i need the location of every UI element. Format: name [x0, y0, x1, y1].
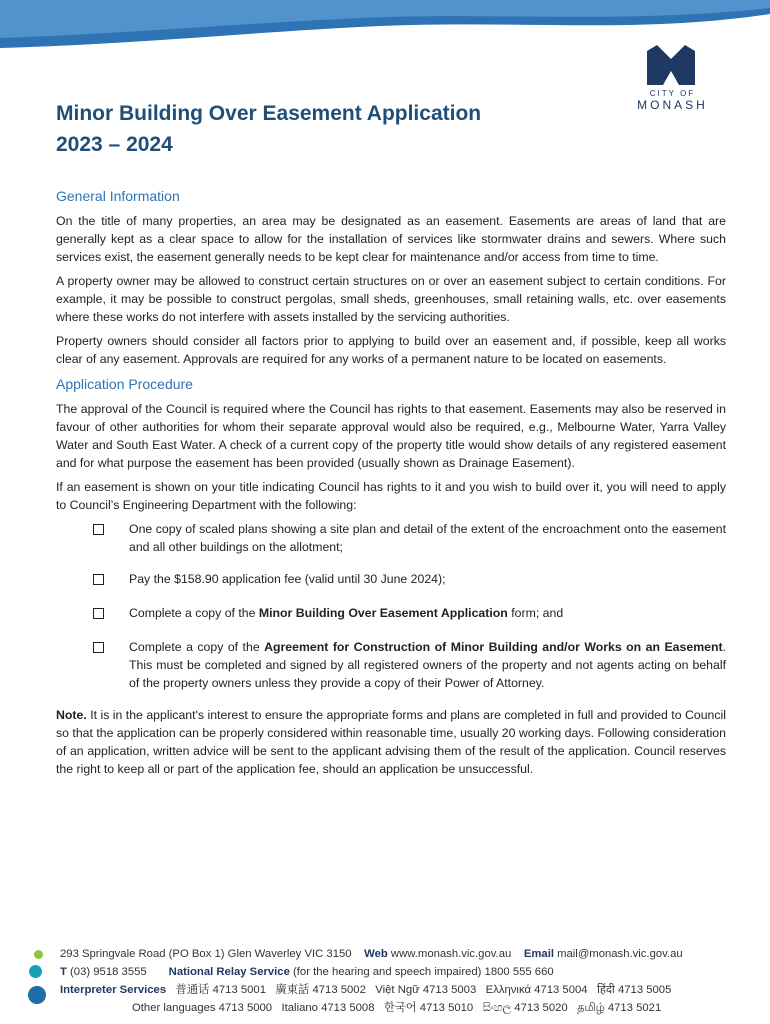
general-paragraph-2: A property owner may be allowed to construct certain structures on or over an easement subject to certain conditions. For example, it may be possible to construct pergolas, small sheds, greenhouses, small retaining walls, etc. over easements where these works do not interfere with assets installed by the servicing authorities. [56, 274, 726, 324]
footer-dot-blue [28, 986, 46, 1004]
footer-contact [60, 945, 740, 1017]
footer-web-link[interactable]: www.monash.vic.gov.au [390, 948, 512, 960]
language-name: Italiano [281, 1002, 318, 1014]
checkbox[interactable] [56, 570, 129, 590]
language-number: 4713 5021 [607, 1002, 662, 1014]
text-bold: Agreement for Construction of Minor Building and/or Works on an Easement [264, 640, 723, 654]
general-information-heading: General Information [56, 188, 180, 204]
language-name: தமிழ் [577, 1002, 605, 1014]
checklist-item-text [129, 604, 726, 624]
language-name: 한국어 [383, 1002, 417, 1014]
text-pre: Complete a copy of the [129, 640, 265, 654]
general-paragraph-1: On the title of many properties, an area may be designated as an easement. Easements are areas of land that are generally kept as a clear space to allow for the installation of services like stormwater drains and sewers. Where such services exist, the easement generally needs to be kept clear for maintenance and/or access from time to time. [56, 214, 726, 264]
footer-dot-teal [29, 965, 42, 978]
footer-phone-label: T [60, 966, 67, 978]
footer-relay-label: National Relay Service [168, 966, 290, 978]
footer-interpreter-label: Interpreter Services [60, 984, 167, 996]
note-text: It is in the applicant's interest to ensure the appropriate forms and plans are completed in full and provided to Council so that the application can be properly considered within reasonable time, usually 20 working days. Following consideration of an application, written advice will be sent to the applicant advising them of the result of the application. Council reserves the right to keep all or part of the application fee, should an application be unsuccessful. [56, 708, 726, 776]
language-number: 4713 5005 [617, 984, 672, 996]
logo-monash: MONASH [637, 98, 708, 112]
language-name: සිංහල [482, 1002, 512, 1014]
application-procedure-heading: Application Procedure [56, 376, 193, 392]
title-line-2: 2023 – 2024 [56, 133, 173, 156]
footer-line-2 [60, 963, 740, 981]
language-name: 廣東話 [275, 984, 310, 996]
text-pre: Complete a copy of the [129, 606, 259, 620]
text-post: . This must be completed and signed by all registered owners of the property and not agents acting on behalf of the property owners unless they provide a copy of their Power of Attorney. [129, 640, 726, 690]
footer [0, 945, 770, 1024]
language-number: 4713 5003 [422, 984, 477, 996]
checklist-item-text: Pay the $158.90 application fee (valid until 30 June 2024); [129, 572, 446, 586]
language-name: Việt Ngữ [375, 984, 420, 996]
language-name: हिंदी [596, 984, 615, 996]
language-number: 4713 5008 [321, 1002, 375, 1014]
footer-phone: (03) 9518 3555 [70, 966, 147, 978]
footer-email-label: Email [523, 948, 554, 960]
text-bold: Minor Building Over Easement Application [258, 606, 508, 620]
general-paragraph-3: Property owners should consider all factors prior to applying to build over an easement and, if possible, keep all works clear of any easement. Approvals are required for any works of a permanent nature to be located on easements. [56, 334, 726, 366]
procedure-paragraph-1: The approval of the Council is required where the Council has rights to that easement. Easements may also be reserved in favour of other authorities for whom their separate approval would also be required, e.g., Melbourne Water, Yarra Valley Water and South East Water. A check of a current copy of the property title would show details of any registered easement and for what purpose the easement has been provided (usually shown as Drainage Easement). [56, 402, 726, 470]
footer-relay: (for the hearing and speech impaired) 1800 555 660 [293, 966, 554, 978]
checkbox[interactable] [56, 638, 129, 692]
footer-dot-green [34, 950, 43, 959]
language-name: 普通话 [175, 984, 210, 996]
footer-line-3 [60, 981, 740, 999]
title-line-1: Minor Building Over Easement Application [56, 102, 482, 125]
note-paragraph [56, 706, 726, 778]
checklist-item-text [129, 638, 726, 692]
footer-email-link[interactable]: mail@monash.vic.gov.au [557, 948, 683, 960]
footer-line-4 [60, 999, 740, 1017]
main-content [56, 186, 726, 784]
checklist-item-text: One copy of scaled plans showing a site plan and detail of the extent of the encroachment onto the easement and all other buildings on the allotment; [129, 522, 726, 554]
city-of-monash-logo [630, 45, 715, 112]
checkbox[interactable] [56, 520, 129, 556]
page-title [56, 98, 596, 160]
footer-line-1 [60, 945, 740, 963]
language-number: 4713 5002 [312, 984, 366, 996]
requirements-checklist [56, 520, 726, 692]
checkbox[interactable] [56, 604, 129, 624]
language-number: 4713 5010 [419, 1002, 474, 1014]
footer-address: 293 Springvale Road (PO Box 1) Glen Waverley VIC 3150 [60, 948, 352, 960]
procedure-paragraph-2: If an easement is shown on your title indicating Council has rights to it and you wish to build over it, you will need to apply to Council’s Engineering Department with the following: [56, 480, 726, 512]
language-name: Ελληνικά [485, 984, 531, 996]
logo-city-of: CITY OF [649, 89, 696, 98]
checklist-item [56, 638, 726, 692]
checklist-item [56, 520, 726, 556]
checklist-item [56, 604, 726, 624]
note-label: Note. [56, 708, 87, 722]
text-post: form; and [507, 606, 564, 620]
language-number: 4713 5001 [212, 984, 266, 996]
monash-logo-icon [647, 45, 695, 85]
checklist-item [56, 570, 726, 590]
language-number: 4713 5000 [218, 1002, 273, 1014]
language-number: 4713 5020 [514, 1002, 568, 1014]
other-languages-label: Other languages [132, 1002, 216, 1014]
footer-web-label: Web [364, 948, 388, 960]
language-number: 4713 5004 [534, 984, 588, 996]
